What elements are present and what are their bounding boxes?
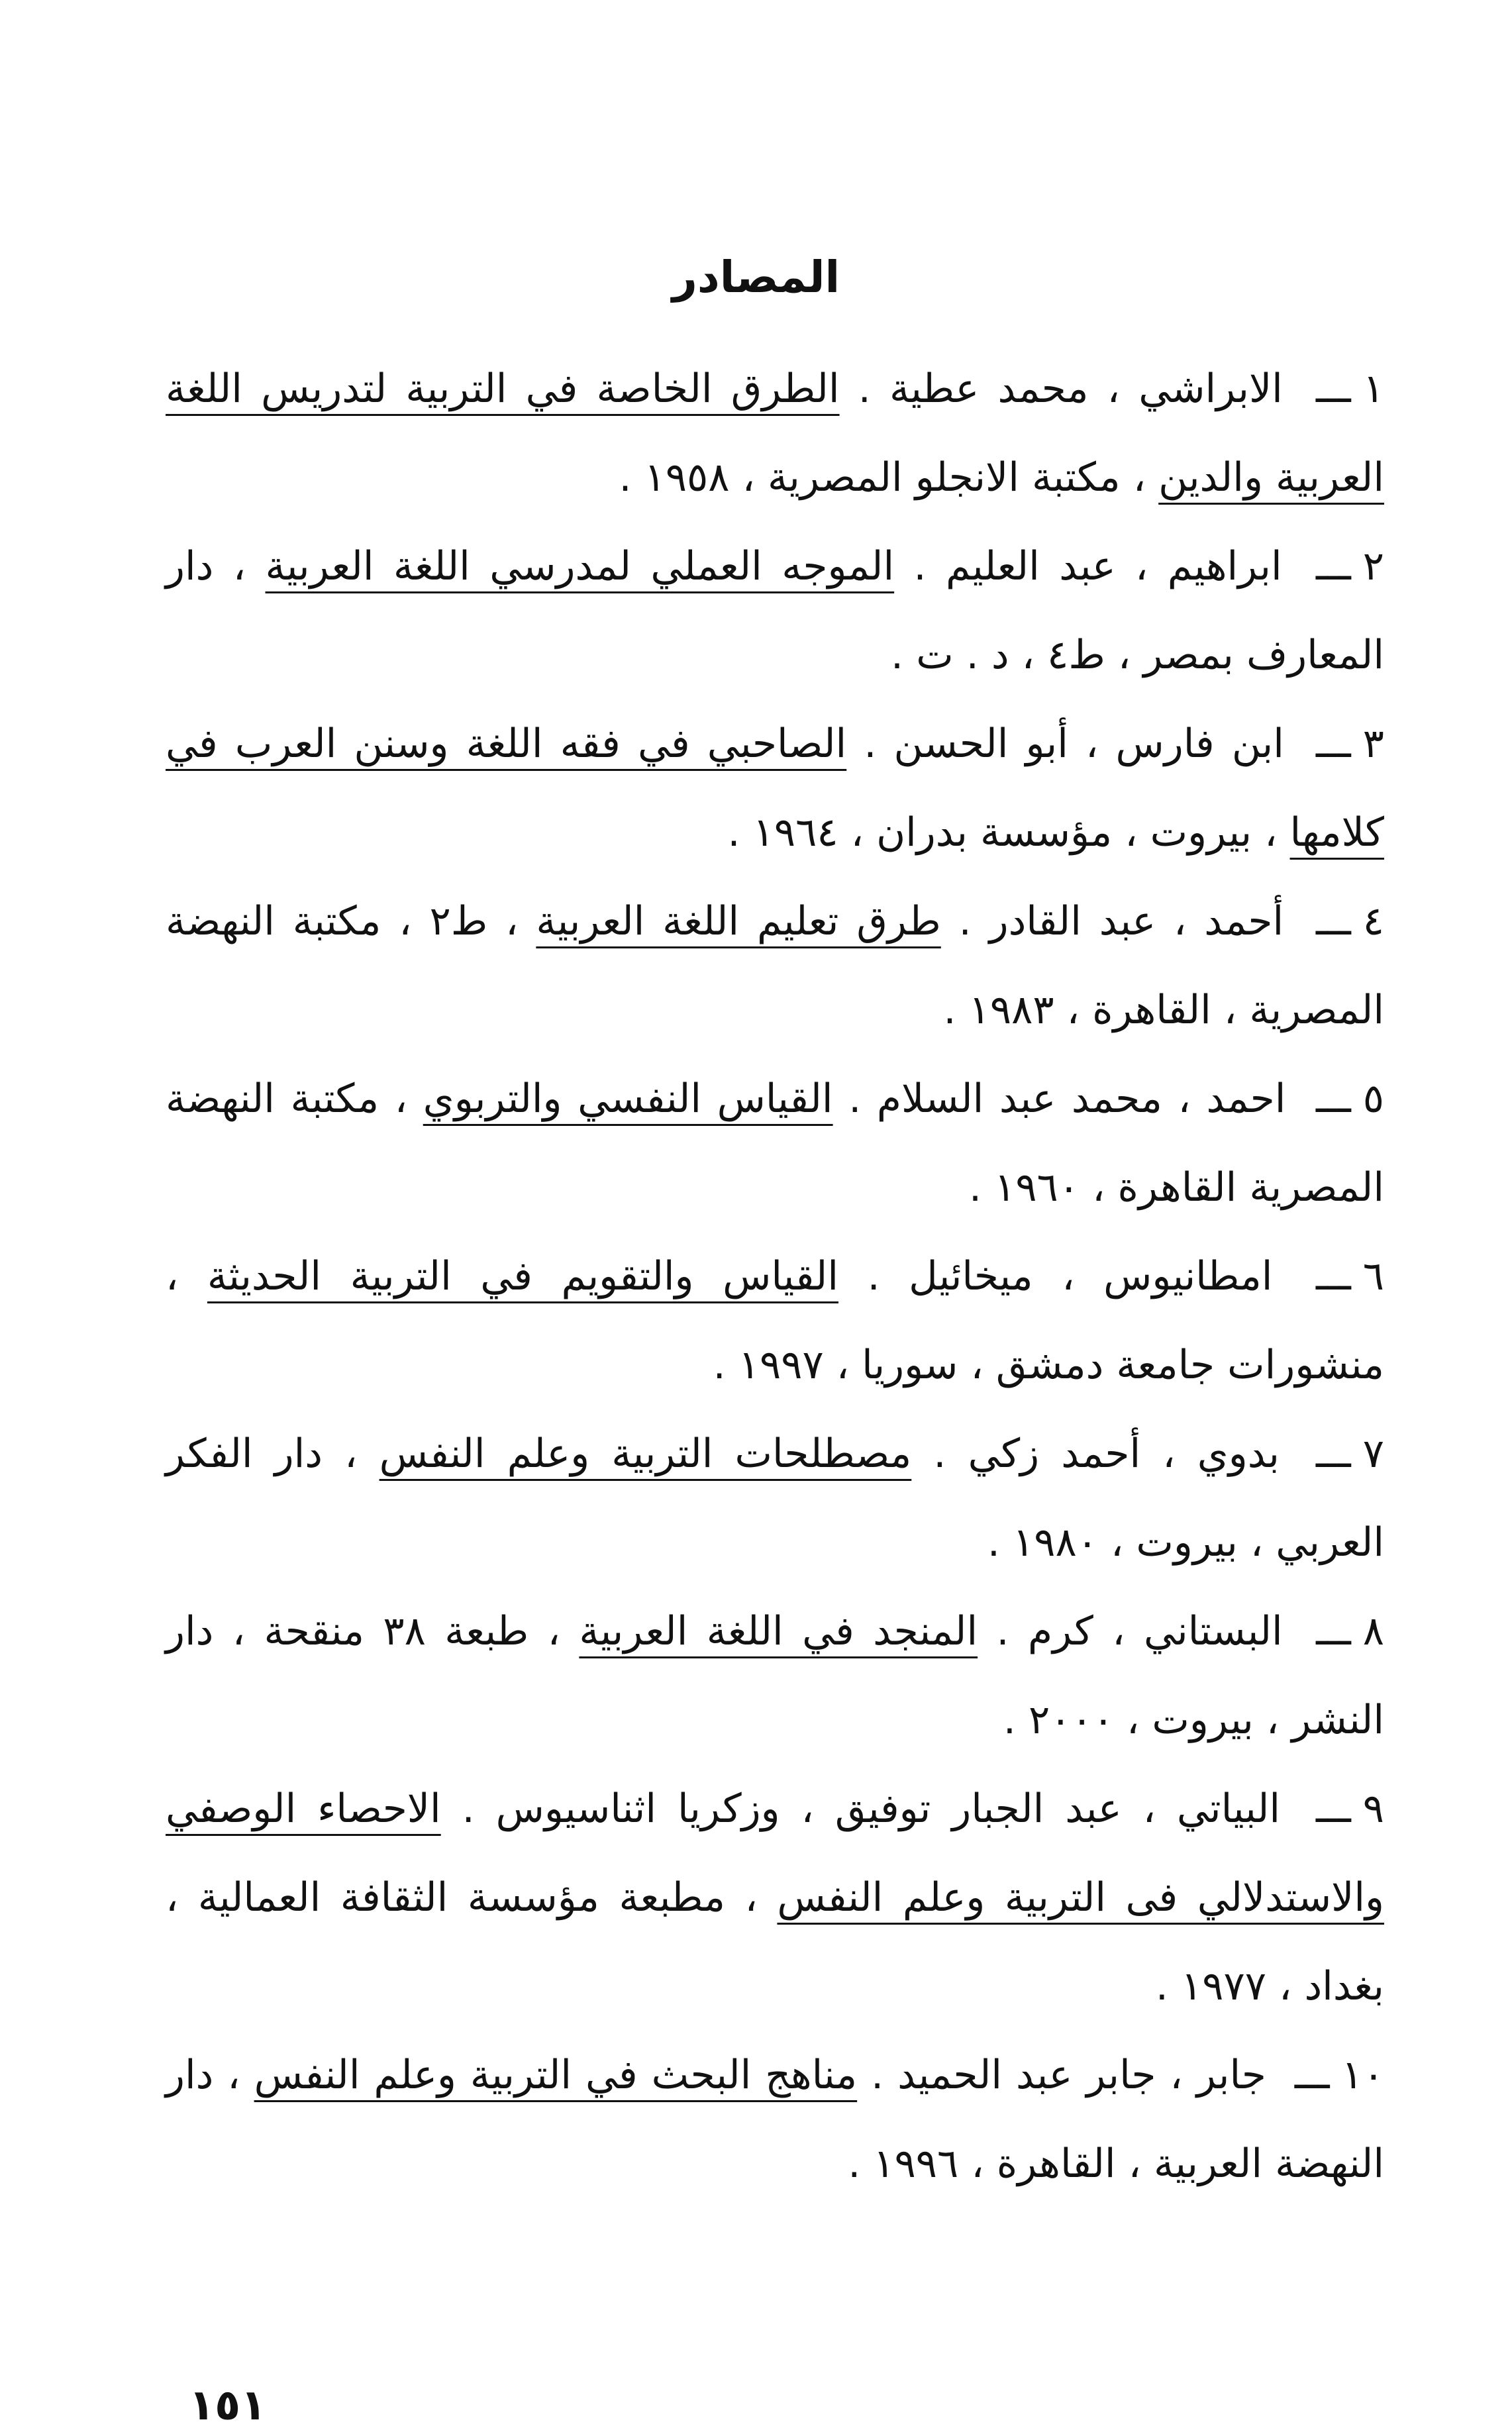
references-list [166, 344, 1384, 2208]
entry-number: ٩ [1362, 1786, 1384, 1832]
entry-publication: ، مكتبة النهضة المصرية القاهرة ، ١٩٦٠ . [166, 1076, 1384, 1211]
reference-entry-3 [166, 699, 1384, 877]
entry-publication: ، دار المعارف بمصر ، ط٤ ، د . ت . [166, 543, 1384, 678]
entry-title: مناهج البحث في التربية وعلم النفس [254, 2052, 858, 2098]
entry-title: مصطلحات التربية وعلم النفس [379, 1431, 912, 1477]
entry-title: الاحصاء الوصفي والاستدلالي فى التربية وعلم النفس [166, 1786, 1384, 1921]
page-title: المصادر [672, 252, 840, 303]
entry-publication: ، بيروت ، مؤسسة بدران ، ١٩٦٤ . [727, 809, 1278, 856]
reference-entry-1 [166, 344, 1384, 522]
entry-dash: ـــ [1316, 721, 1351, 767]
entry-dash: ـــ [1316, 543, 1351, 589]
entry-title: المنجد في اللغة العربية [579, 1608, 978, 1654]
entry-publication: ، مطبعة مؤسسة الثقافة العمالية ، بغداد ، ١٩٧٧ . [166, 1874, 1384, 2009]
entry-publication: ، مكتبة الانجلو المصرية ، ١٩٥٨ . [619, 454, 1146, 501]
reference-entry-9 [166, 1764, 1384, 2031]
entry-dash: ـــ [1316, 1786, 1351, 1832]
entry-author: امطانيوس ، ميخائيل . [867, 1253, 1273, 1299]
entry-publication: ، طبعة ٣٨ منقحة ، دار النشر ، بيروت ، ٢٠٠٠ . [166, 1608, 1384, 1743]
reference-entry-5 [166, 1054, 1384, 1232]
entry-dash: ـــ [1316, 898, 1351, 944]
reference-entry-8 [166, 1587, 1384, 1764]
entry-number: ٣ [1362, 721, 1384, 767]
entry-author: بدوي ، أحمد زكي . [933, 1431, 1280, 1477]
entry-number: ١٠ [1341, 2052, 1384, 2098]
entry-title: طرق تعليم اللغة العربية [536, 898, 941, 944]
reference-entry-10 [166, 2031, 1384, 2208]
reference-entry-6 [166, 1232, 1384, 1409]
entry-title: الصاحبي في فقه اللغة وسنن العرب في كلامها [166, 721, 1384, 856]
reference-entry-4 [166, 877, 1384, 1054]
reference-entry-7 [166, 1409, 1384, 1587]
entry-author: جابر ، جابر عبد الحميد . [871, 2052, 1266, 2098]
entry-author: ابن فارس ، أبو الحسن . [864, 721, 1284, 767]
entry-title: القياس والتقويم في التربية الحديثة [207, 1253, 839, 1299]
entry-number: ٨ [1362, 1608, 1385, 1654]
entry-dash: ـــ [1316, 366, 1351, 412]
entry-title: القياس النفسي والتربوي [423, 1076, 833, 1122]
entry-publication: ، دار النهضة العربية ، القاهرة ، ١٩٩٦ . [166, 2052, 1384, 2187]
entry-dash: ـــ [1316, 1253, 1351, 1299]
entry-author: البستاني ، كرم . [996, 1608, 1283, 1654]
entry-number: ٤ [1362, 898, 1385, 944]
entry-title: الطرق الخاصة في التربية لتدريس اللغة العربية والدين [166, 366, 1384, 501]
entry-dash: ـــ [1316, 1608, 1351, 1654]
entry-dash: ـــ [1316, 1076, 1351, 1122]
entry-author: احمد ، محمد عبد السلام . [848, 1076, 1286, 1122]
entry-number: ٢ [1362, 543, 1384, 589]
entry-number: ١ [1362, 366, 1384, 412]
entry-number: ٦ [1362, 1253, 1384, 1299]
entry-author: البياتي ، عبد الجبار توفيق ، وزكريا اثناسيوس . [462, 1786, 1281, 1832]
entry-number: ٧ [1362, 1431, 1384, 1477]
page-number: ١٥١ [189, 2381, 267, 2430]
entry-title: الموجه العملي لمدرسي اللغة العربية [265, 543, 895, 589]
entry-author: الابراشي ، محمد عطية . [858, 366, 1283, 412]
entry-publication: ، منشورات جامعة دمشق ، سوريا ، ١٩٩٧ . [166, 1253, 1384, 1388]
entry-author: أحمد ، عبد القادر . [958, 898, 1284, 944]
entry-dash: ـــ [1294, 2052, 1330, 2098]
entry-number: ٥ [1362, 1076, 1385, 1122]
reference-entry-2 [166, 522, 1384, 699]
entry-publication: ، دار الفكر العربي ، بيروت ، ١٩٨٠ . [166, 1431, 1384, 1566]
entry-dash: ـــ [1316, 1431, 1351, 1477]
entry-author: ابراهيم ، عبد العليم . [913, 543, 1282, 589]
entry-publication: ، ط٢ ، مكتبة النهضة المصرية ، القاهرة ، ١٩٨٣ . [166, 898, 1384, 1033]
